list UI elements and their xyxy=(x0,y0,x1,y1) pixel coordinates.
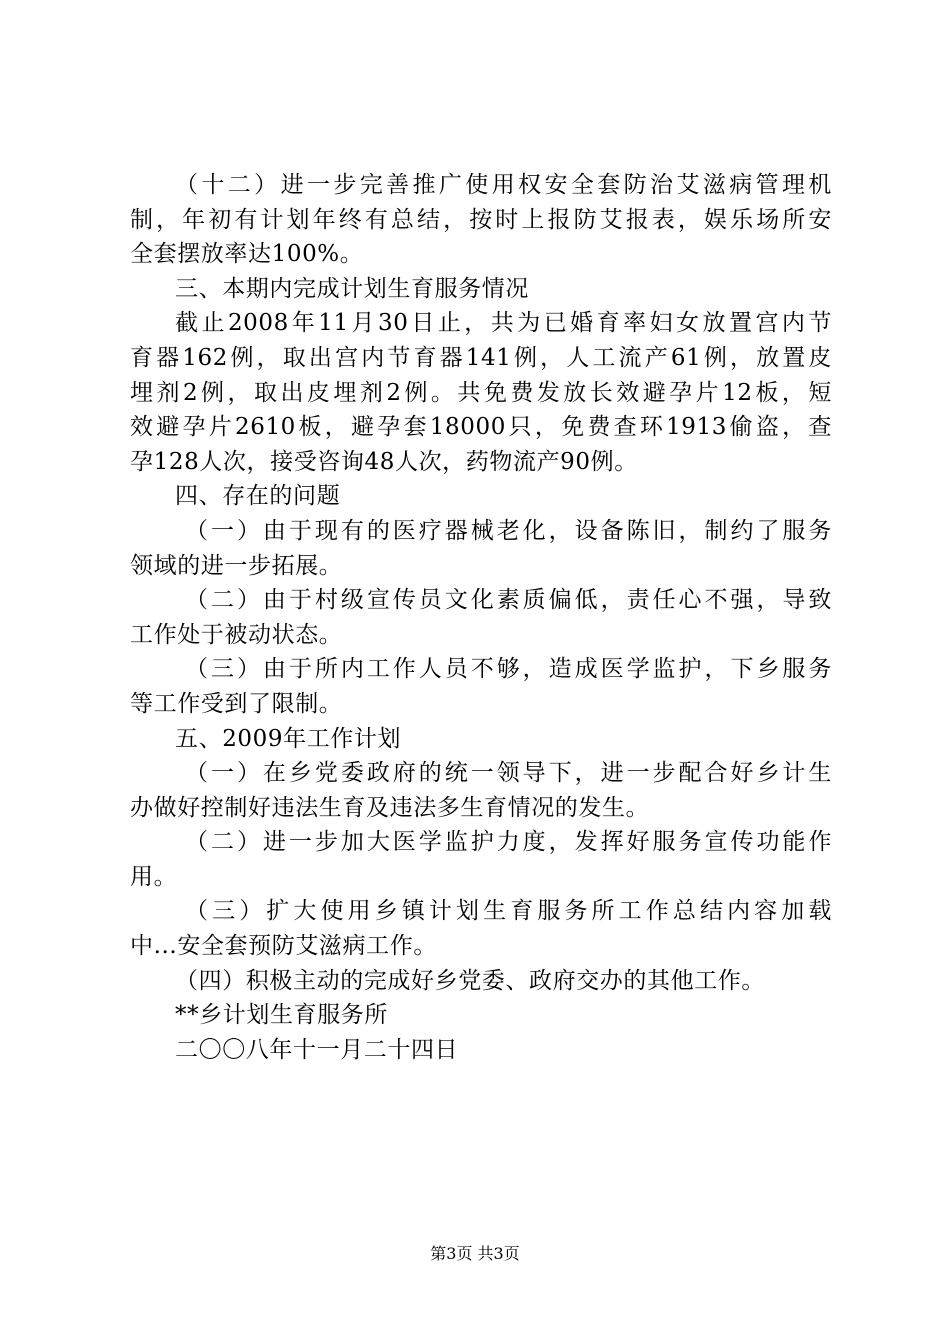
text-line: 截止2008年11月30日止，共为已婚育率妇女放置宫内节 xyxy=(175,310,832,337)
text-line: 全套摆放率达100%。 xyxy=(130,241,364,268)
text-line: （三）扩大使用乡镇计划生育服务所工作总结内容加载 xyxy=(185,898,832,925)
signature-date: 二〇〇八年十一月二十四日 xyxy=(175,1036,459,1063)
text-line: 育器162例，取出宫内节育器141例，人工流产61例，放置皮 xyxy=(130,344,832,371)
page-indicator: 第3页 共3页 xyxy=(430,1244,520,1263)
text-line: （二）进一步加大医学监护力度，发挥好服务宣传功能作 xyxy=(185,829,832,856)
text-line: 中...安全套预防艾滋病工作。 xyxy=(130,933,437,960)
page-footer xyxy=(0,1244,950,1264)
section-heading: 五、2009年工作计划 xyxy=(175,725,402,752)
text-line: 埋剂2例，取出皮埋剂2例。共免费发放长效避孕片12板，短 xyxy=(130,379,832,406)
text-line: 办做好控制好违法生育及违法多生育情况的发生。 xyxy=(130,794,650,821)
text-line: 制，年初有计划年终有总结，按时上报防艾报表，娱乐场所安 xyxy=(130,206,832,233)
document-body xyxy=(130,168,832,1067)
signature-organization: **乡计划生育服务所 xyxy=(175,1002,388,1029)
text-line: （四）积极主动的完成好乡党委、政府交办的其他工作。 xyxy=(175,967,765,994)
text-line: （二）由于村级宣传员文化素质偏低，责任心不强，导致 xyxy=(185,587,832,614)
text-line: 等工作受到了限制。 xyxy=(130,690,343,717)
text-line: 效避孕片2610板，避孕套18000只，免费查环1913偷盗，查 xyxy=(130,414,832,441)
text-line: 领域的进一步拓展。 xyxy=(130,552,343,579)
text-line: 用。 xyxy=(130,863,178,890)
section-heading: 四、存在的问题 xyxy=(175,483,341,510)
text-line: （十二）进一步完善推广使用权安全套防治艾滋病管理机 xyxy=(175,172,832,198)
text-line: 孕128人次，接受咨询48人次，药物流产90例。 xyxy=(130,448,638,475)
text-line: （一）由于现有的医疗器械老化，设备陈旧，制约了服务 xyxy=(185,517,832,544)
section-heading: 三、本期内完成计划生育服务情况 xyxy=(175,275,529,302)
text-line: （一）在乡党委政府的统一领导下，进一步配合好乡计生 xyxy=(185,760,832,787)
text-line: （三）由于所内工作人员不够，造成医学监护，下乡服务 xyxy=(185,656,832,683)
text-line: 工作处于被动状态。 xyxy=(130,621,343,648)
